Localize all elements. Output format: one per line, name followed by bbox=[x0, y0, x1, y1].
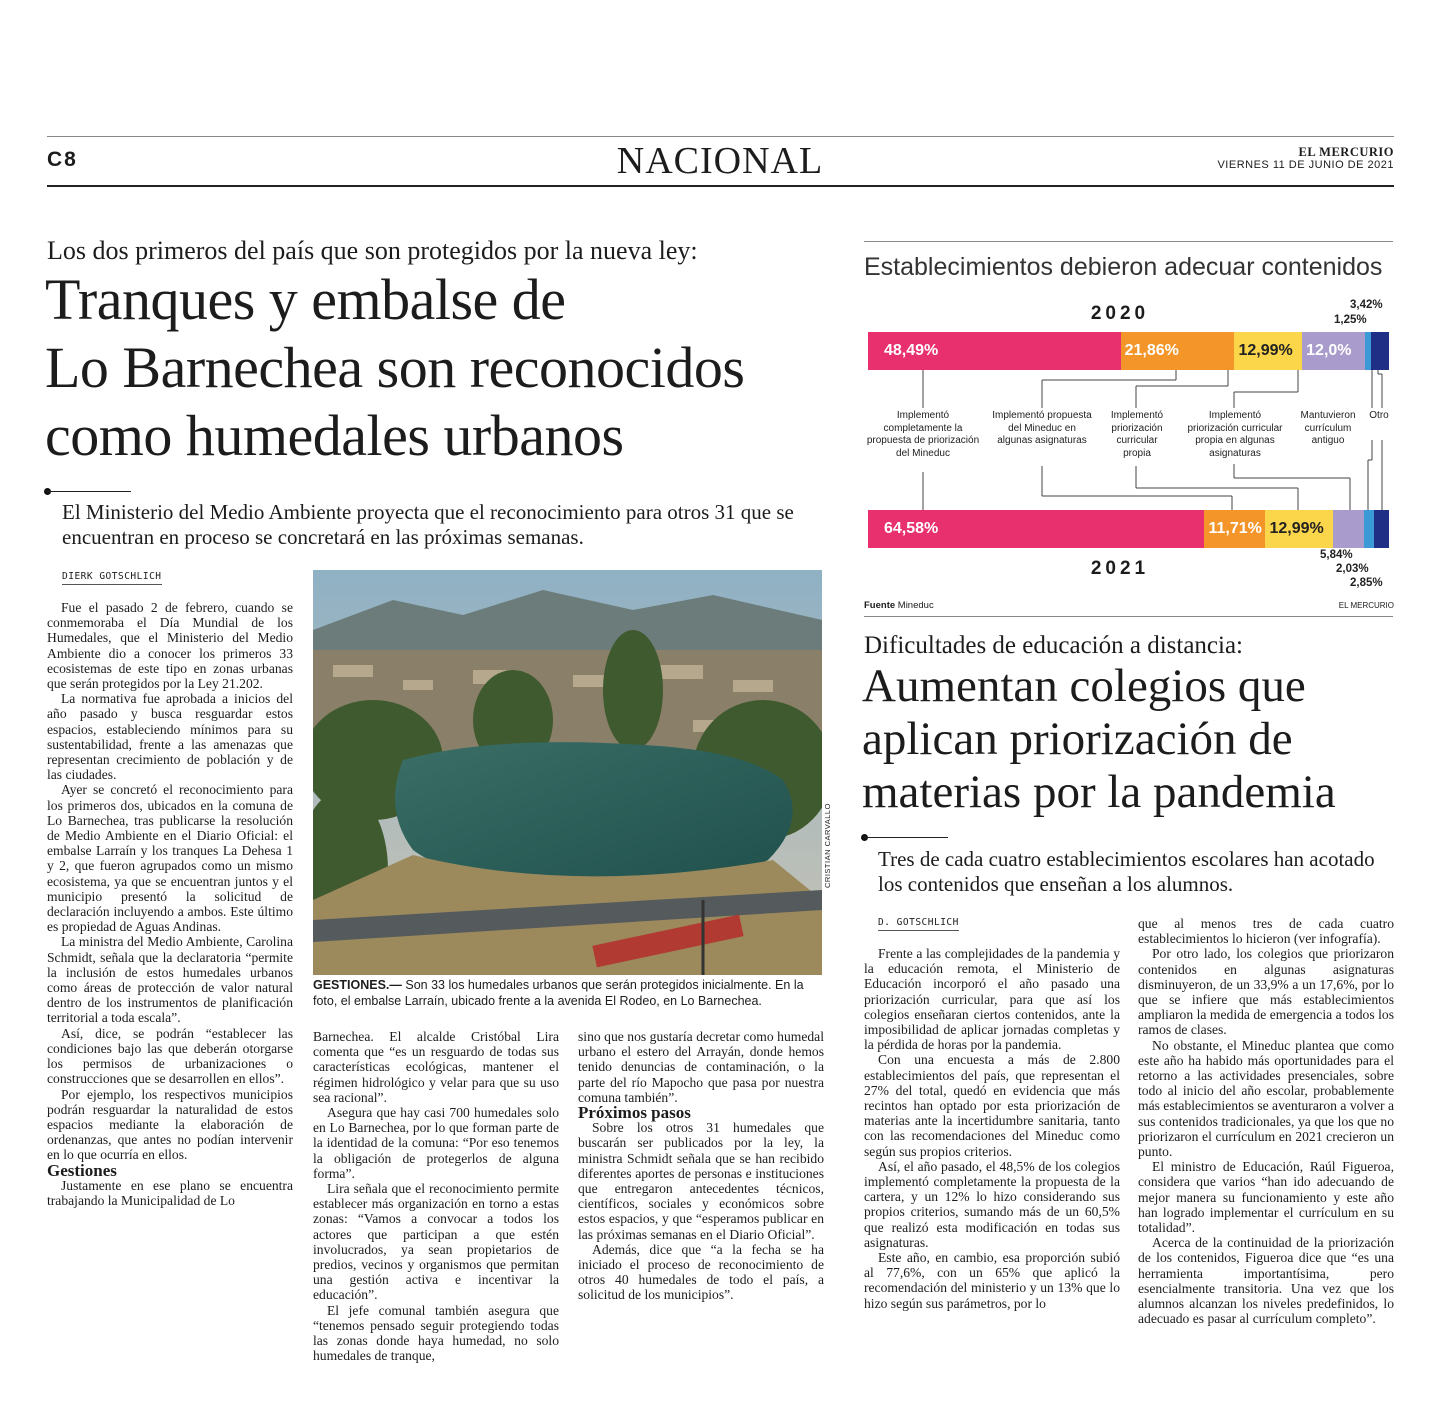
paragraph: Por ejemplo, los respectivos municipios podrán resguardar la naturalidad de estos espacios mediante la elaboración de ordenanzas, que antes no podían intervenir en lo que ocurría en ellos. bbox=[47, 1086, 293, 1163]
paragraph: Lira señala que el reconocimiento permite establecer más organización en torno a estas zonas: “Vamos a convocar a todos los actores que participan a que estén involucrados, ya sean propietarios de predios, vecinos y organismos que permitan una gestión activa e incentivar la educación”. bbox=[313, 1181, 559, 1303]
year-label-2021: 2021 bbox=[1090, 558, 1150, 579]
article1-deck: El Ministerio del Medio Ambiente proyecta que el reconocimiento para otros 31 que se encuentran en proceso se concretará en las próximas semanas. bbox=[62, 500, 794, 549]
paragraph: Ayer se concretó el reconocimiento para los primeros dos, ubicados en la comuna de Lo Barnechea, tras publicarse la resolución de Medio Ambiente en el Diario Oficial: el embalse Larraín y los tranques La Dehesa 1 y 2, que fueron agrupados como un mismo ecosistema, ya que se encuentran juntos y el municipio presentó la solicitud de declaración incluyendo a ambos. Este último es propiedad de Aguas Andinas. bbox=[47, 782, 293, 935]
paragraph: La normativa fue aprobada a inicios del año pasado y busca resguardar estos espacios, estableciendo mínimos para su sustentabilidad, frente a las amenazas que representan crecimiento de población y de las ciudades. bbox=[47, 691, 293, 783]
paragraph: Acerca de la continuidad de la priorización de los contenidos, Figueroa dice que “es una herramienta importantísima, pero esencialmente transitoria. Una vez que los alumnos alcanzan los niveles predefinidos, lo adecuado es pasar al currículum completo”. bbox=[1138, 1235, 1394, 1327]
paragraph: Este año, en cambio, esa proporción subió al 77,6%, con un 65% que aplicó la recomendación del ministerio y un 13% que lo hizo según sus parámetros, por lo bbox=[864, 1250, 1120, 1311]
infographic-bottom-rule bbox=[864, 616, 1393, 617]
publication-name: EL MERCURIO bbox=[1298, 145, 1394, 159]
outside-label: 3,42% bbox=[1350, 299, 1383, 311]
infographic-top-rule bbox=[864, 241, 1393, 242]
section-title: NACIONAL bbox=[616, 140, 824, 182]
article1-column-2 bbox=[313, 1029, 559, 1363]
paragraph: La ministra del Medio Ambiente, Carolina Schmidt, señala que la declaratoria “permite la inclusión de estos humedales urbanos como áreas de protección de valor natural dentro de los instrumentos de planificación territorial a toda escala”. bbox=[47, 934, 293, 1026]
headline-line: Aumentan colegios que bbox=[862, 660, 1306, 712]
photo-credit: CRISTIAN CARVALLO bbox=[823, 803, 832, 888]
subhead-proximos-pasos: Próximos pasos bbox=[578, 1103, 691, 1123]
article2-headline bbox=[862, 660, 1336, 819]
paragraph: Barnechea. El alcalde Cristóbal Lira comenta que “es un resguardo de todas sus características ecológicas, mantener el régimen hidrológico y velar para que su uso sea racional”. bbox=[313, 1029, 559, 1105]
paragraph: El jefe comunal también asegura que “tenemos pensado seguir protegiendo todas las zonas donde haya humedad, no solo humedales de tranque, bbox=[313, 1302, 559, 1364]
paragraph: sino que nos gustaría decretar como humedal urbano el estero del Arrayán, donde hemos tenido denuncias de contaminación, o la parte del río Mapocho que pasa por nuestra comuna también”. bbox=[578, 1029, 824, 1105]
byline-text: DIERK GOTSCHLICH bbox=[62, 571, 162, 585]
article1-column-1 bbox=[47, 600, 293, 1208]
category-label: Implementó propuesta del Mineduc en algunas asignaturas bbox=[992, 410, 1092, 446]
category-label: Implementó priorización curricular propia bbox=[1110, 410, 1164, 459]
photo-caption bbox=[313, 978, 823, 1009]
outside-label: 5,84% bbox=[1320, 549, 1353, 561]
article2-column-2 bbox=[1138, 916, 1394, 1326]
caption-text: Son 33 los humedales urbanos que serán protegidos inicialmente. En la foto, el embalse Larraín, ubicado frente a la avenida El Rodeo, en Lo Barnechea. bbox=[313, 978, 804, 1008]
category-label: Mantuvieron currículum antiguo bbox=[1300, 410, 1356, 446]
top-rule bbox=[47, 136, 1394, 137]
article2-deck: Tres de cada cuatro establecimientos escolares han acotado los contenidos que enseñan a los alumnos. bbox=[878, 847, 1375, 896]
paragraph: Con una encuesta a más de 2.800 establecimientos del país, que representan el 27% del total, quedó en evidencia que más recintos han optado por esta priorización de materias ante la incertidumbre sanitaria, tanto con las recomendaciones del Mineduc como según sus propios criterios. bbox=[864, 1052, 1120, 1159]
outside-label: 1,25% bbox=[1334, 314, 1367, 326]
paragraph: Sobre los otros 31 humedales que buscarán ser publicados por la ley, la ministra Schmidt señala que se han recibido diferentes aportes de personas e instituciones que entregaron antecedentes técnicos, científicos, sociales y económicos sobre estos espacios, y que “esperamos publicar en las próximas semanas en el Diario Oficial”. bbox=[578, 1120, 824, 1242]
bar-segment-2020-1: 48,49% bbox=[868, 332, 1121, 370]
paragraph: No obstante, el Mineduc plantea que como este año ha habido más oportunidades para el retorno a las actividades presenciales, sobre todo al inicio del año escolar, probablemente más establecimientos se aventuraron a volver a sus contenidos tradicionales, ya que los que no priorizaron el currículum en 2021 crecieron un punto. bbox=[1138, 1037, 1394, 1160]
infographic-title: Establecimientos debieron adecuar contenidos bbox=[864, 253, 1383, 281]
article1-column-3 bbox=[578, 1029, 824, 1303]
article2-byline bbox=[878, 917, 959, 928]
article2-kicker: Dificultades de educación a distancia: bbox=[864, 632, 1244, 659]
bar-segment-2021-3: 12,99% bbox=[1265, 510, 1333, 548]
paragraph: Así, dice, se podrán “establecer las condiciones bajo las que deberán otorgarse los permisos de urbanizaciones o construcciones que se desarrollen en ellos”. bbox=[47, 1025, 293, 1087]
paragraph: El ministro de Educación, Raúl Figueroa, considera que varios “han ido adecuando de mejor manera su funcionamiento y este año han logrado implementar el currículum en su totalidad”. bbox=[1138, 1159, 1394, 1236]
article1-headline bbox=[45, 266, 744, 470]
infographic-credit: EL MERCURIO bbox=[1338, 601, 1394, 610]
headline-line: Lo Barnechea son reconocidos bbox=[45, 335, 745, 400]
outside-label: 2,03% bbox=[1336, 563, 1369, 575]
issue-date: VIERNES 11 DE JUNIO DE 2021 bbox=[1217, 159, 1394, 171]
subhead-gestiones: Gestiones bbox=[47, 1160, 117, 1180]
paragraph: Además, dice que “a la fecha se ha iniciado el proceso de reconocimiento de otros 40 humedales de todo el país, a solicitud de los municipios”. bbox=[578, 1241, 824, 1303]
headline-line: como humedales urbanos bbox=[45, 403, 624, 468]
byline-text: D. GOTSCHLICH bbox=[878, 917, 959, 931]
headline-line: materias por la pandemia bbox=[862, 766, 1336, 818]
bar-segment-2021-1: 64,58% bbox=[868, 510, 1204, 548]
deck-rule bbox=[864, 837, 948, 838]
outside-label: 2,85% bbox=[1350, 577, 1383, 589]
bar-2021 bbox=[868, 510, 1389, 548]
bar-segment-2021-4 bbox=[1333, 510, 1363, 548]
category-label: Implementó completamente la propuesta de priorización del Mineduc bbox=[866, 410, 980, 459]
header-rule bbox=[47, 185, 1394, 187]
category-label: Otro bbox=[1369, 410, 1389, 421]
article2-column-1 bbox=[864, 946, 1120, 1311]
source-value: Mineduc bbox=[897, 600, 934, 611]
paragraph: Así, el año pasado, el 48,5% de los colegios implementó completamente la propuesta de la cartera, y un 12% lo hizo considerando sus propios criterios, sumando más de un 60,5% que realizó esta modificación en todas sus asignaturas. bbox=[864, 1158, 1120, 1250]
headline-line: aplican priorización de bbox=[862, 713, 1293, 765]
headline-line: Tranques y embalse de bbox=[45, 267, 566, 332]
paragraph: que al menos tres de cada cuatro establecimientos lo hicieron (ver infografía). bbox=[1138, 916, 1394, 947]
bar-segment-2020-3: 12,99% bbox=[1234, 332, 1302, 370]
bar-segment-2020-2: 21,86% bbox=[1121, 332, 1235, 370]
infographic-source bbox=[864, 600, 934, 611]
paragraph: Por otro lado, los colegios que priorizaron contenidos en algunas asignaturas disminuyeron, de un 33,9% a un 17,6%, por lo que se infiere que más establecimientos ampliaron la medida de emergencia a todos los ramos de clases. bbox=[1138, 946, 1394, 1038]
paragraph: Frente a las complejidades de la pandemia y la educación remota, el Ministerio de Educación incorporó el año pasado una priorización curricular, para que así los colegios enseñaran ciertos contenidos, ante la imposibilidad de aplicar jornadas completas y la pérdida de horas por la pandemia. bbox=[864, 946, 1120, 1053]
category-label: Implementó priorización curricular propia en algunas asignaturas bbox=[1187, 410, 1283, 459]
paragraph: Fue el pasado 2 de febrero, cuando se conmemoraba el Día Mundial de los Humedales, que el Ministerio del Medio Ambiente dio a conocer los primeros 33 ecosistemas de este tipo en zonas urbanas que serán protegidos por la Ley 21.202. bbox=[47, 600, 293, 692]
source-label: Fuente bbox=[864, 600, 896, 611]
paragraph: Justamente en ese plano se encuentra trabajando la Municipalidad de Lo bbox=[47, 1177, 293, 1208]
article1-kicker: Los dos primeros del país que son protegidos por la nueva ley: bbox=[47, 236, 698, 265]
paragraph: Asegura que hay casi 700 humedales solo en Lo Barnechea, por lo que forman parte de la identidad de la comuna: “Por eso tenemos la obligación de protegerlos de alguna forma”. bbox=[313, 1105, 559, 1181]
deck-rule bbox=[47, 491, 131, 492]
caption-label: GESTIONES.— bbox=[313, 978, 402, 992]
year-label-2020: 2020 bbox=[1090, 303, 1150, 324]
photo-illustration bbox=[313, 570, 822, 975]
article1-byline bbox=[62, 571, 162, 582]
bar-segment-2021-6 bbox=[1374, 510, 1389, 548]
wetland-photo bbox=[313, 570, 822, 975]
bar-segment-2021-2: 11,71% bbox=[1204, 510, 1265, 548]
page-number: C8 bbox=[47, 148, 78, 171]
bar-segment-2021-5 bbox=[1364, 510, 1375, 548]
bar-segment-2020-4: 12,0% bbox=[1302, 332, 1365, 370]
